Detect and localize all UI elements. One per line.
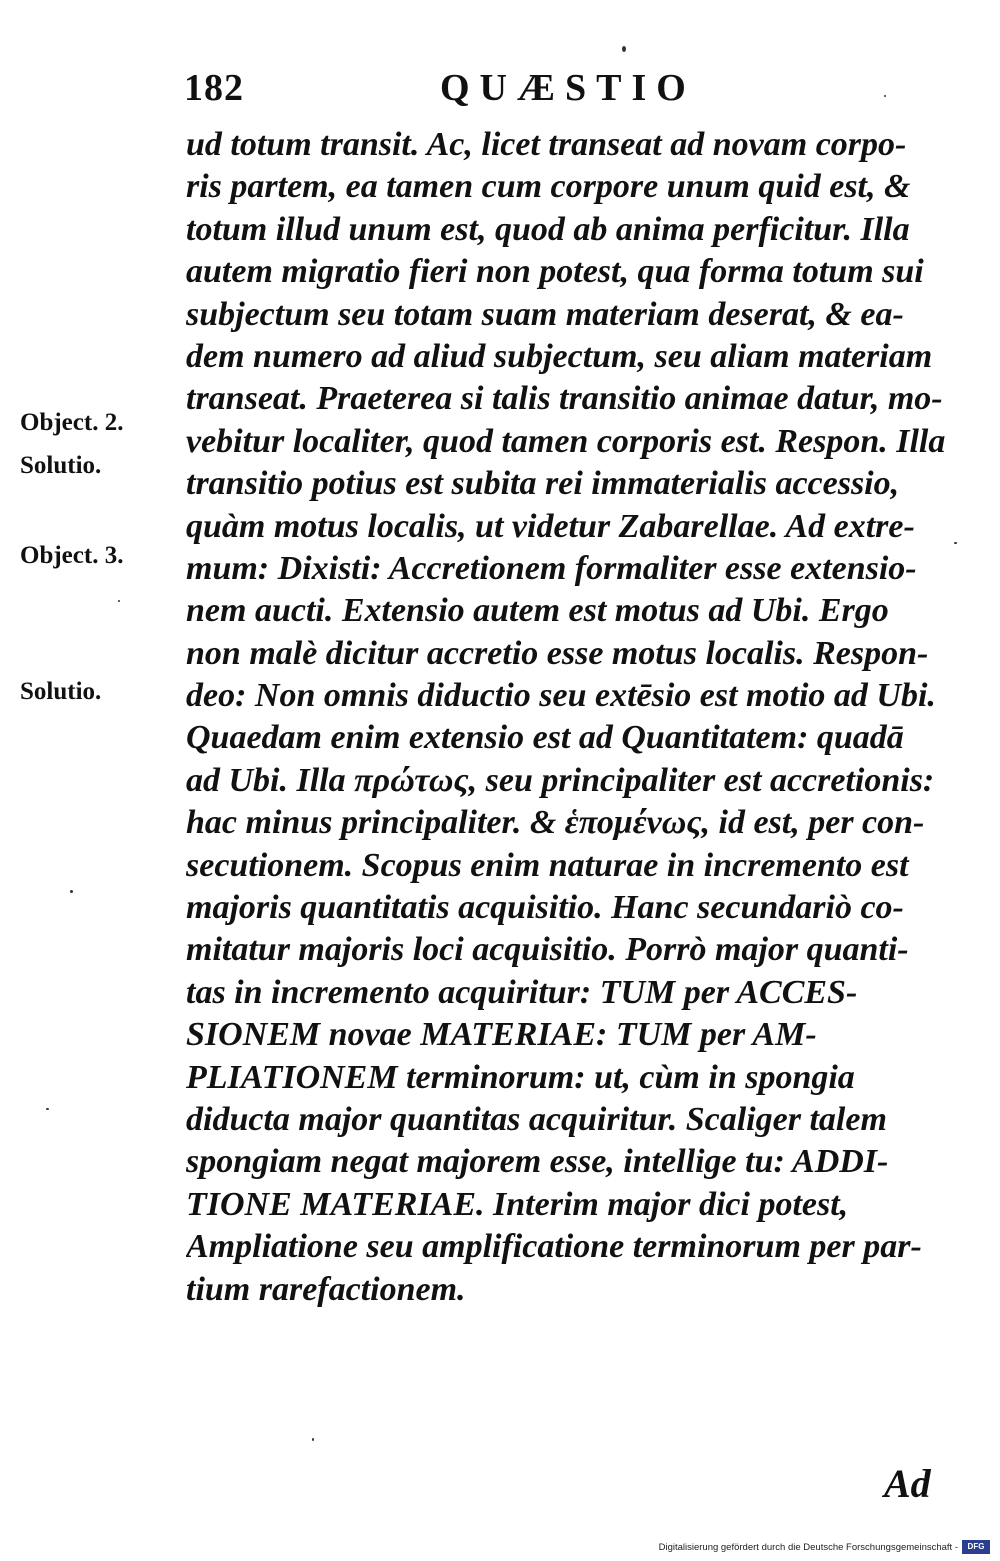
text-line: quàm motus localis, ut videtur Zabarellae. Ad extre- <box>186 507 915 545</box>
text-line: transeat. Praeterea si talis transitio animae datur, mo- <box>186 380 943 418</box>
text-line: totum illud unum est, quod ab anima perficitur. Illa <box>186 210 910 248</box>
running-head: QUÆSTIO <box>440 67 696 109</box>
text-line: nem aucti. Extensio autem est motus ad Ubi. Ergo <box>186 592 889 630</box>
print-speck <box>884 95 886 97</box>
text-line: autem migratio fieri non potest, qua forma totum sui <box>186 253 924 291</box>
digitization-credit: Digitalisierung gefördert durch die Deutsche Forschungsgemeinschaft - <box>658 1542 958 1553</box>
text-line: dem numero ad aliud subjectum, seu aliam materiam <box>186 337 933 375</box>
print-speck <box>622 46 626 52</box>
print-speck <box>118 600 120 602</box>
body-text <box>186 124 946 1311</box>
text-line: spongiam negat majorem esse, intellige tu: ADDI- <box>186 1143 889 1181</box>
print-speck <box>954 542 957 544</box>
print-speck <box>46 1108 49 1110</box>
text-line: vebitur localiter, quod tamen corporis est. Respon. Illa <box>186 422 946 460</box>
print-speck <box>70 890 73 893</box>
text-line: mitatur majoris loci acquisitio. Porrò major quanti- <box>186 931 909 969</box>
text-line: mum: Dixisti: Accretionem formaliter esse extensio- <box>186 549 917 587</box>
text-line: ud totum transit. Ac, licet transeat ad novam corpo- <box>186 126 907 163</box>
catchword: Ad <box>884 1461 931 1506</box>
text-line: tas in incremento acquiritur: TUM per ACCES- <box>186 973 858 1011</box>
text-line: transitio potius est subita rei immaterialis accessio, <box>186 465 900 503</box>
text-line: TIONE MATERIAE. Interim major dici potest, <box>186 1185 849 1223</box>
text-line: secutionem. Scopus enim naturae in incremento est <box>186 846 909 884</box>
dfg-logo: DFG <box>962 1540 990 1554</box>
text-line: majoris quantitatis acquisitio. Hanc secundariò co- <box>186 889 904 927</box>
text-line: non malè dicitur accretio esse motus localis. Respon- <box>186 634 929 672</box>
text-line: ad Ubi. Illa πρώτως, seu principaliter est accretionis: <box>186 761 935 799</box>
text-line: tium rarefactionem. <box>186 1270 466 1308</box>
text-line: PLIATIONEM terminorum: ut, cùm in spongia <box>186 1058 855 1096</box>
text-line: deo: Non omnis diductio seu extēsio est motio ad Ubi. <box>186 677 936 715</box>
text-line: Quaedam enim extensio est ad Quantitatem: quadā <box>186 719 904 757</box>
text-line: Ampliatione seu amplificatione terminorum per par- <box>186 1228 922 1266</box>
text-line: SIONEM novae MATERIAE: TUM per AM- <box>186 1016 817 1054</box>
text-line: diducta major quantitas acquiritur. Scaliger talem <box>186 1100 887 1138</box>
text-line: ris partem, ea tamen cum corpore unum quid est, & <box>186 168 911 206</box>
print-speck <box>312 1438 314 1441</box>
marginal-note-solution-2: Solutio. <box>20 678 102 705</box>
marginal-note-solution-1: Solutio. <box>20 452 102 479</box>
text-line: subjectum seu totam suam materiam deserat, & ea- <box>186 295 904 333</box>
page-number: 182 <box>184 67 244 109</box>
marginal-note-objection-3: Object. 3. <box>20 542 124 569</box>
marginal-note-objection-2: Object. 2. <box>20 409 124 436</box>
text-line: hac minus principaliter. & ἑπομένως, id est, per con- <box>186 804 925 842</box>
